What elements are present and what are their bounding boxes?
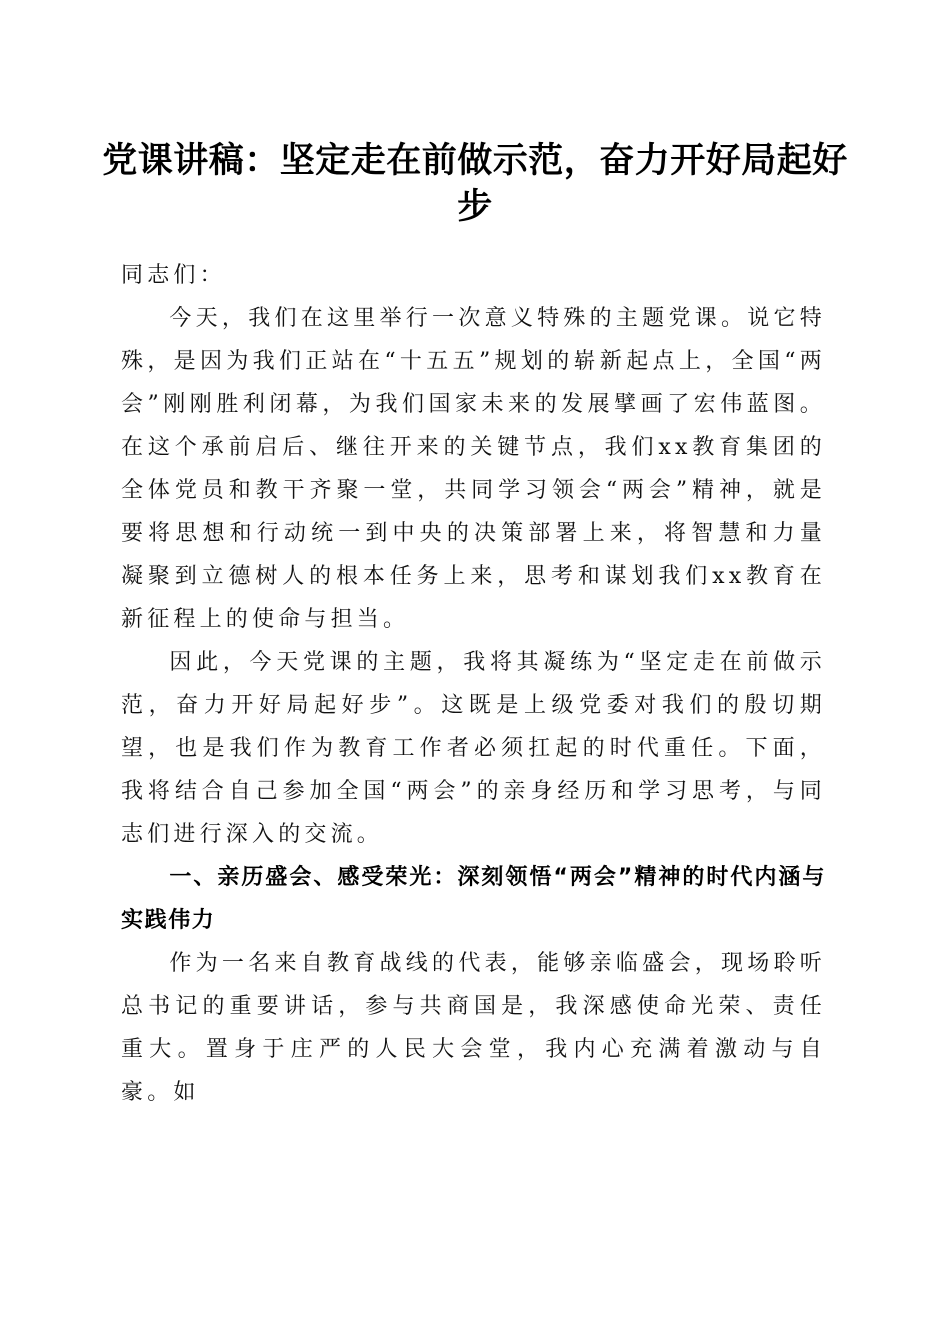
section-heading-1: 一、亲历盛会、感受荣光：深刻领悟“两会”精神的时代内涵与实践伟力 xyxy=(121,865,826,933)
paragraph-1: 今天，我们在这里举行一次意义特殊的主题党课。说它特殊，是因为我们正站在“十五五”规划的崭新起点上，全国“两会”刚刚胜利闭幕，为我们国家未来的发展擘画了宏伟蓝图。在这个承前启后、继往开来的关键节点，我们xx教育集团的全体党员和教干齐聚一堂，共同学习领会“两会”精神，就是要将思想和行动统一到中央的决策部署上来，将智慧和力量凝聚到立德树人的根本任务上来，思考和谋划我们xx教育在新征程上的使命与担当。 xyxy=(121,306,826,632)
document-body xyxy=(121,254,826,1114)
document-title: 党课讲稿：坚定走在前做示范，奋力开好局起好步 xyxy=(102,140,848,227)
salutation: 同志们： xyxy=(121,263,226,288)
paragraph-2: 因此，今天党课的主题，我将其凝练为“坚定走在前做示范，奋力开好局起好步”。这既是上级党委对我们的殷切期望，也是我们作为教育工作者必须扛起的时代重任。下面，我将结合自己参加全国“两会”的亲身经历和学习思考，与同志们进行深入的交流。 xyxy=(121,650,826,847)
section-1-paragraph: 作为一名来自教育战线的代表，能够亲临盛会，现场聆听总书记的重要讲话，参与共商国是，我深感使命光荣、责任重大。置身于庄严的人民大会堂，我内心充满着激动与自豪。如 xyxy=(121,951,826,1105)
